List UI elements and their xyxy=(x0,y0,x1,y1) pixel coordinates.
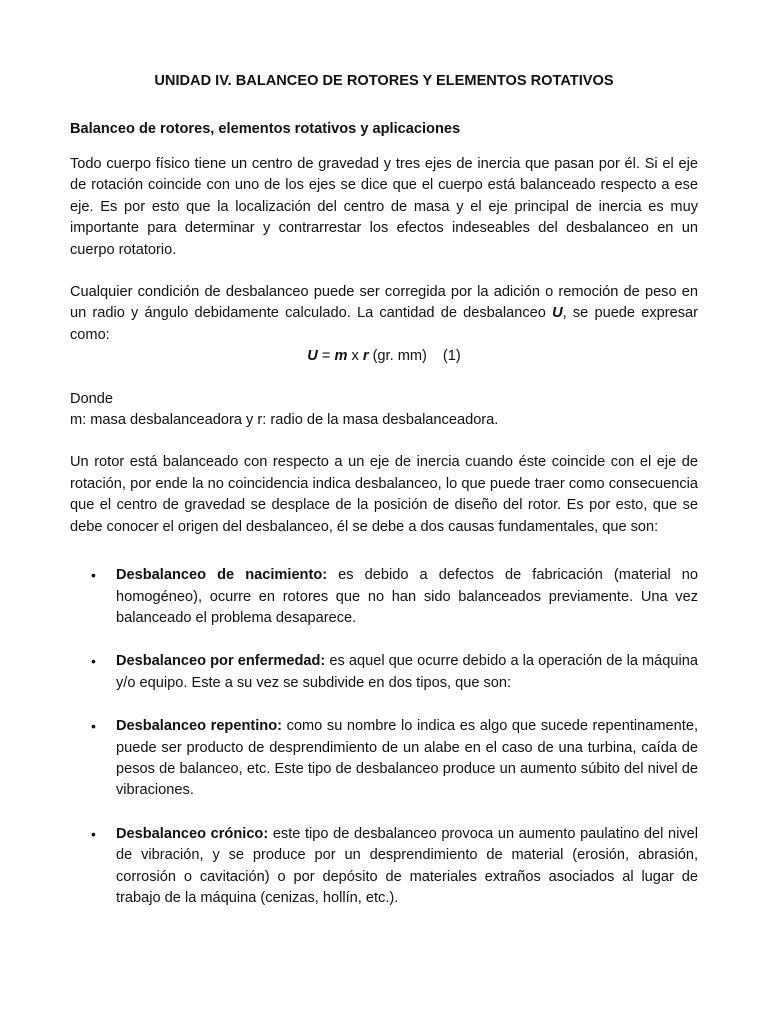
list-item xyxy=(70,651,698,694)
bullet-icon: • xyxy=(91,567,96,584)
list-item-description: como su nombre lo indica es algo que sucede repentinamente, puede ser producto de desprendimiento de un alabe en el caso de una turbina, caída de pesos de balanceo, etc. Este tipo de desbalanceo produce un aumento súbito del nivel de vibraciones. xyxy=(116,718,699,799)
formula xyxy=(70,346,698,367)
formula-equals: = xyxy=(317,348,335,365)
page-title: UNIDAD IV. BALANCEO DE ROTORES Y ELEMENTOS ROTATIVOS xyxy=(154,73,614,89)
list-item-text xyxy=(116,651,698,694)
section-subtitle: Balanceo de rotores, elementos rotativos y aplicaciones xyxy=(70,121,461,137)
list-item-description: este tipo de desbalanceo provoca un aumento paulatino del nivel de vibración, y se produce por un desprendimiento de material (erosión, abrasión, corrosión o cavitación) o por depósito de materiales extraños asociados al lugar de trabajo de la máquina (cenizas, hollín, etc.). xyxy=(116,825,698,906)
formula-u: U xyxy=(307,348,318,365)
formula-r: r xyxy=(362,348,369,365)
formula-m: m xyxy=(334,348,348,365)
paragraph-intro: Todo cuerpo físico tiene un centro de gravedad y tres ejes de inercia que pasan por él. Si el eje de rotación coincide con uno de los ejes se dice que el cuerpo está balanceado respecto a ese eje. Es por esto que la localización del centro de masa y el eje principal de inercia es muy importante para determinar y contrarrestar los efectos indeseables del desbalanceo en un cuerpo rotatorio. xyxy=(70,156,698,258)
list-item-term: Desbalanceo de nacimiento: xyxy=(116,567,328,584)
list-item-term: Desbalanceo por enfermedad: xyxy=(116,653,326,670)
list-item xyxy=(70,824,698,910)
document-page xyxy=(70,70,698,931)
donde-label: Donde xyxy=(70,390,114,407)
list-item-text xyxy=(116,716,698,802)
list-item-text xyxy=(116,565,698,629)
list-item-term: Desbalanceo crónico: xyxy=(116,825,269,842)
paragraph-unbalance-text-a: Cualquier condición de desbalanceo puede ser corregida por la adición o remoción de peso en un radio y ángulo debidamente calculado. La cantidad de desbalanceo xyxy=(70,284,698,322)
formula-times: x xyxy=(347,348,363,365)
list-item-description: es debido a defectos de fabricación (material no homogéneo), ocurre en rotores que no han sido balanceados previamente. Una vez balanceado el problema desaparece. xyxy=(116,567,698,626)
variable-definition: m: masa desbalanceadora y r: radio de la masa desbalanceadora. xyxy=(70,412,499,429)
paragraph-unbalance xyxy=(70,282,698,346)
causes-list xyxy=(70,565,698,909)
list-item xyxy=(70,565,698,629)
formula-units: (gr. mm) xyxy=(368,348,427,365)
list-item-term: Desbalanceo repentino: xyxy=(116,718,282,735)
paragraph-rotor: Un rotor está balanceado con respecto a un eje de inercia cuando éste coincide con el eje de rotación, por ende la no coincidencia indica desbalanceo, lo que puede traer como consecuencia que el centro de gravedad se desplace de la posición de diseño del rotor. Es por esto, que se debe conocer el origen del desbalanceo, él se debe a dos causas fundamentales, que son: xyxy=(70,454,698,535)
unbalance-symbol: U xyxy=(552,305,563,322)
list-item xyxy=(70,716,698,802)
list-item-text xyxy=(116,824,698,910)
formula-number: (1) xyxy=(442,348,461,365)
bullet-icon: • xyxy=(91,718,96,735)
bullet-icon: • xyxy=(91,825,96,842)
list-item-description: es aquel que ocurre debido a la operación de la máquina y/o equipo. Este a su vez se subdivide en dos tipos, que son: xyxy=(116,653,698,691)
paragraph-unbalance-text-b: , se puede expresar como: xyxy=(70,305,699,343)
bullet-icon: • xyxy=(91,653,96,670)
